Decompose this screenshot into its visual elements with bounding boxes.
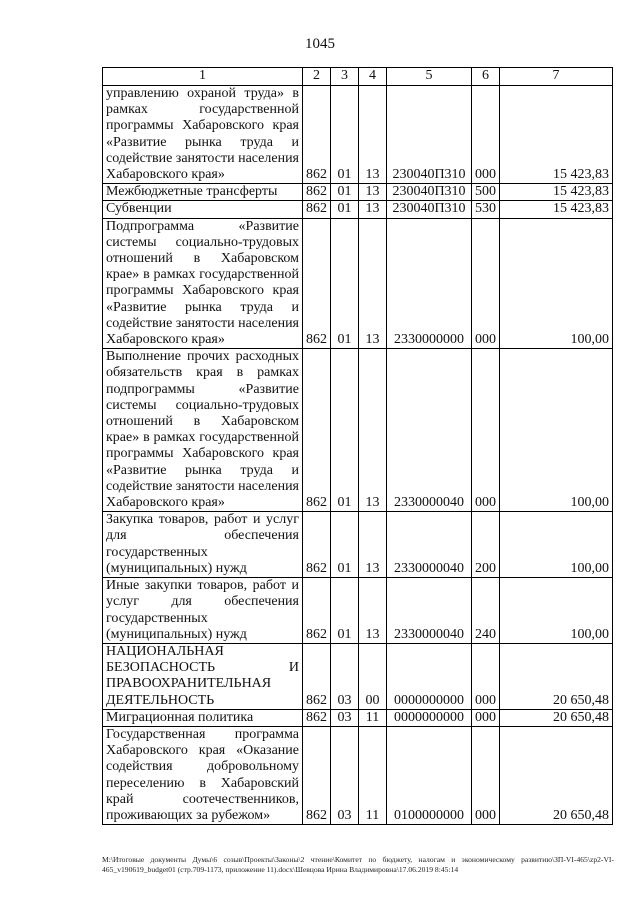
row-code-3: 01	[331, 512, 359, 578]
row-code-5: 230040П310	[387, 86, 472, 184]
row-code-3: 01	[331, 86, 359, 184]
budget-table	[102, 67, 613, 825]
row-code-5: 0100000000	[387, 726, 472, 824]
row-amount: 100,00	[500, 218, 613, 349]
row-code-3: 01	[331, 201, 359, 218]
table-row	[103, 512, 613, 578]
row-code-3: 01	[331, 349, 359, 512]
row-code-5: 0000000000	[387, 709, 472, 726]
row-name: Подпрограмма «Развитие системы социально-трудовых отношений в Хабаровском крае» в рамках государственной программы Хабаровского края «Развитие рынка труда и содействие занятости населения Хабаровского края»	[103, 218, 303, 349]
row-code-6: 000	[472, 86, 500, 184]
table-row	[103, 726, 613, 824]
header-col-3: 3	[331, 68, 359, 86]
row-code-4: 13	[359, 86, 387, 184]
row-code-6: 000	[472, 709, 500, 726]
row-amount: 20 650,48	[500, 726, 613, 824]
row-code-5: 230040П310	[387, 184, 472, 201]
row-name: НАЦИОНАЛЬНАЯ БЕЗОПАСНОСТЬ И ПРАВООХРАНИТЕЛЬНАЯ ДЕЯТЕЛЬНОСТЬ	[103, 643, 303, 709]
row-name: Субвенции	[103, 201, 303, 218]
row-code-5: 2330000040	[387, 578, 472, 644]
header-col-4: 4	[359, 68, 387, 86]
row-amount: 20 650,48	[500, 643, 613, 709]
header-col-6: 6	[472, 68, 500, 86]
header-col-1: 1	[103, 68, 303, 86]
table-row	[103, 578, 613, 644]
row-code-5: 2330000040	[387, 349, 472, 512]
row-code-2: 862	[303, 86, 331, 184]
row-code-3: 03	[331, 726, 359, 824]
row-code-5: 230040П310	[387, 201, 472, 218]
row-amount: 100,00	[500, 349, 613, 512]
header-col-2: 2	[303, 68, 331, 86]
row-code-2: 862	[303, 709, 331, 726]
table-row	[103, 86, 613, 184]
row-code-4: 13	[359, 512, 387, 578]
row-code-3: 03	[331, 709, 359, 726]
row-code-6: 530	[472, 201, 500, 218]
row-code-2: 862	[303, 218, 331, 349]
row-code-5: 0000000000	[387, 643, 472, 709]
row-name: Выполнение прочих расходных обязательств края в рамках подпрограммы «Развитие системы социально-трудовых отношений в Хабаровском крае» в рамках государственной программы Хабаровского края «Развитие рынка труда и содействие занятости населения Хабаровского края»	[103, 349, 303, 512]
row-amount: 100,00	[500, 578, 613, 644]
row-amount: 100,00	[500, 512, 613, 578]
row-code-4: 13	[359, 578, 387, 644]
row-code-5: 2330000000	[387, 218, 472, 349]
row-code-6: 000	[472, 349, 500, 512]
row-name: управлению охраной труда» в рамках государственной программы Хабаровского края «Развитие рынка труда и содействие занятости населения Хабаровского края»	[103, 86, 303, 184]
row-code-4: 13	[359, 218, 387, 349]
row-code-2: 862	[303, 726, 331, 824]
row-code-6: 500	[472, 184, 500, 201]
row-amount: 20 650,48	[500, 709, 613, 726]
table-row	[103, 184, 613, 201]
table-header-row	[103, 68, 613, 86]
row-code-4: 13	[359, 349, 387, 512]
table-row	[103, 643, 613, 709]
file-path-footer: М:\Итоговые документы Думы\6 созыв\Проекты\Законы\2 чтение\Комитет по бюджету, налогам и экономическому развитию\ЗП-VI-465\zp2-VI-465_v190619_budget01 (стр.709-1173, приложение 11).docx\Шевцова Ирина Владимировна\17.06.2019 8:45:14	[102, 855, 614, 874]
table-row	[103, 349, 613, 512]
row-code-5: 2330000040	[387, 512, 472, 578]
row-name: Государственная программа Хабаровского края «Оказание содействия добровольному переселению в Хабаровский край соотечественников, проживающих за рубежом»	[103, 726, 303, 824]
row-amount: 15 423,83	[500, 201, 613, 218]
row-code-4: 13	[359, 201, 387, 218]
row-code-6: 200	[472, 512, 500, 578]
row-code-2: 862	[303, 578, 331, 644]
row-code-3: 01	[331, 218, 359, 349]
row-amount: 15 423,83	[500, 86, 613, 184]
row-code-2: 862	[303, 349, 331, 512]
row-code-4: 11	[359, 709, 387, 726]
table-row	[103, 218, 613, 349]
row-code-3: 01	[331, 184, 359, 201]
row-code-4: 00	[359, 643, 387, 709]
row-code-6: 000	[472, 218, 500, 349]
row-amount: 15 423,83	[500, 184, 613, 201]
row-name: Закупка товаров, работ и услуг для обеспечения государственных (муниципальных) нужд	[103, 512, 303, 578]
row-code-2: 862	[303, 201, 331, 218]
header-col-7: 7	[500, 68, 613, 86]
table-row	[103, 709, 613, 726]
row-code-4: 11	[359, 726, 387, 824]
row-code-2: 862	[303, 643, 331, 709]
row-code-6: 000	[472, 643, 500, 709]
row-name: Миграционная политика	[103, 709, 303, 726]
row-code-3: 01	[331, 578, 359, 644]
table-row	[103, 201, 613, 218]
row-name: Иные закупки товаров, работ и услуг для обеспечения государственных (муниципальных) нужд	[103, 578, 303, 644]
header-col-5: 5	[387, 68, 472, 86]
row-code-6: 240	[472, 578, 500, 644]
row-code-4: 13	[359, 184, 387, 201]
row-name: Межбюджетные трансферты	[103, 184, 303, 201]
page-number: 1045	[305, 36, 335, 52]
row-code-3: 03	[331, 643, 359, 709]
row-code-6: 000	[472, 726, 500, 824]
row-code-2: 862	[303, 184, 331, 201]
row-code-2: 862	[303, 512, 331, 578]
